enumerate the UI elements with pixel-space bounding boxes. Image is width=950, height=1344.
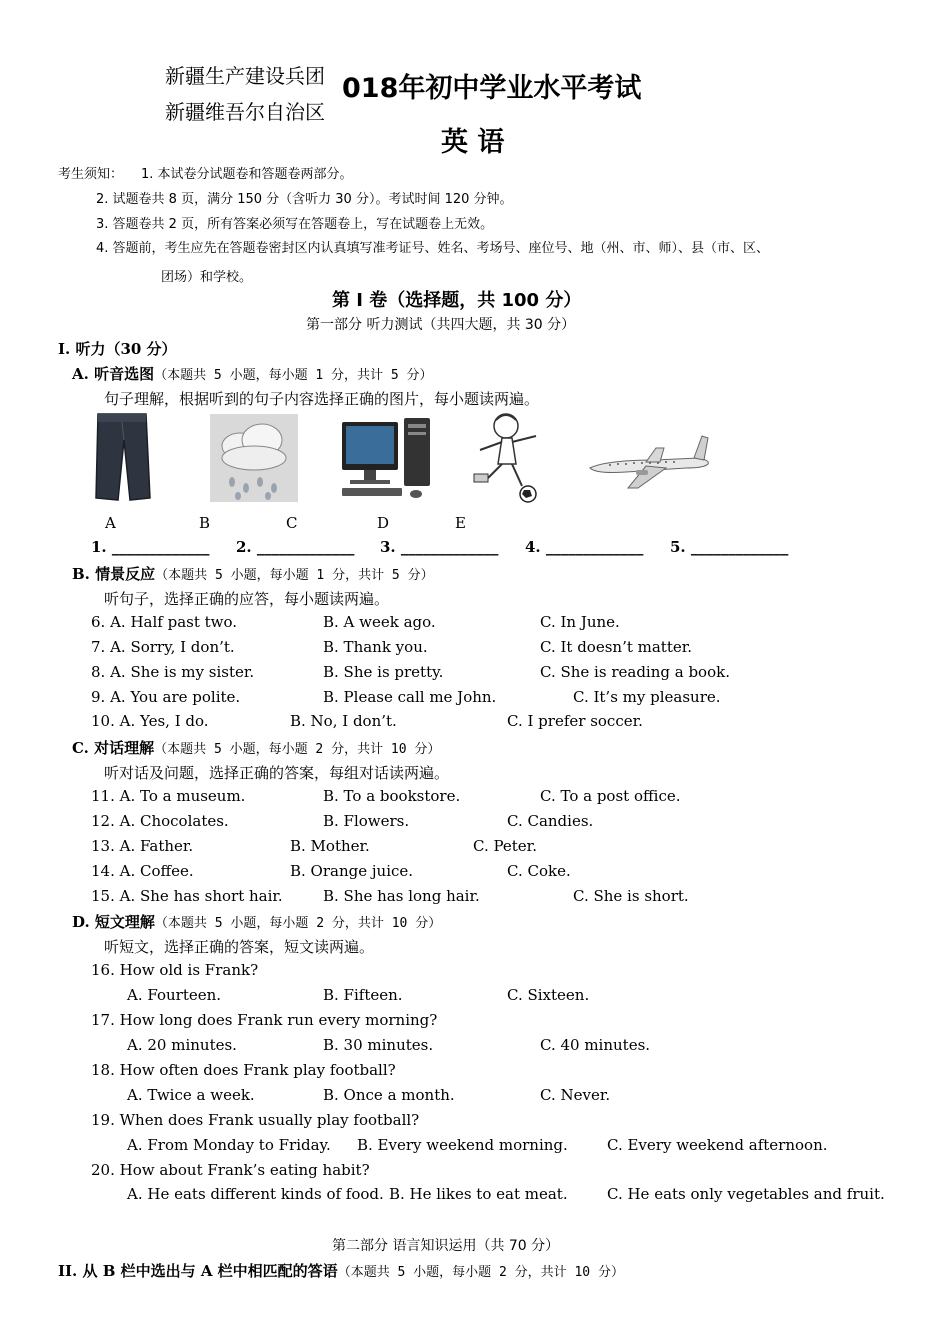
subsection-b-title: B. 情景反应 <box>72 565 156 583</box>
answer-blank-4: 4. _____________ <box>525 538 644 556</box>
option-text: C. Never. <box>540 1086 611 1104</box>
picture-label-d: D <box>377 514 390 532</box>
option-text: 10. A. Yes, I do. <box>91 712 209 730</box>
option-text: C. In June. <box>540 613 620 631</box>
option-text: C. Sixteen. <box>507 986 590 1004</box>
option-text: B. To a bookstore. <box>323 787 461 805</box>
option-text: B. Mother. <box>290 837 370 855</box>
option-text: C. Every weekend afternoon. <box>607 1136 828 1154</box>
option-text: A. 20 minutes. <box>127 1036 237 1054</box>
section-2-title: II. 从 B 栏中选出与 A 栏中相匹配的答语 <box>58 1262 338 1280</box>
computer-picture <box>336 414 440 504</box>
subsection-c-title: C. 对话理解 <box>72 739 155 757</box>
answer-blank-5: 5. _____________ <box>670 538 789 556</box>
option-text: C. 40 minutes. <box>540 1036 651 1054</box>
option-text: B. A week ago. <box>323 613 436 631</box>
subsection-d-title: D. 短文理解 <box>72 913 155 931</box>
subsection-c-instruction: 听对话及问题，选择正确的答案，每组对话读两遍。 <box>104 764 450 782</box>
subsection-a-instruction: 句子理解，根据听到的句子内容选择正确的图片，每小题读两遍。 <box>104 390 540 408</box>
option-text: B. Every weekend morning. <box>357 1136 568 1154</box>
option-text: A. Twice a week. <box>127 1086 255 1104</box>
option-text: 7. A. Sorry, I don’t. <box>91 638 235 656</box>
question-text: 19. When does Frank usually play football? <box>91 1111 420 1129</box>
option-text: 9. A. You are polite. <box>91 688 241 706</box>
option-text: C. To a post office. <box>540 787 681 805</box>
option-text: A. He eats different kinds of food. <box>127 1185 384 1203</box>
question-text: 17. How long does Frank run every morning? <box>91 1011 438 1029</box>
picture-label-c: C <box>286 514 298 532</box>
option-text: C. Candies. <box>507 812 594 830</box>
notice-item-3: 3. 答题卷共 2 页，所有答案必须写在答题卷上，写在试题卷上无效。 <box>96 217 494 232</box>
option-text: B. Flowers. <box>323 812 410 830</box>
option-text: 15. A. She has short hair. <box>91 887 283 905</box>
section-1-title: I. 听力（30 分） <box>58 340 177 358</box>
subsection-d-heading <box>72 911 441 932</box>
option-text: B. Once a month. <box>323 1086 455 1104</box>
subsection-a-title: A. 听音选图 <box>72 365 155 383</box>
section-2-heading <box>58 1260 624 1281</box>
option-text: C. I prefer soccer. <box>507 712 643 730</box>
option-text: C. She is reading a book. <box>540 663 730 681</box>
option-text: B. Orange juice. <box>290 862 414 880</box>
option-text: C. Peter. <box>473 837 537 855</box>
volume-1-title: 第 Ⅰ 卷（选择题，共 100 分） <box>332 290 582 311</box>
notice-item-2: 2. 试题卷共 8 页，满分 150 分（含听力 30 分）。考试时间 120 分钟。 <box>96 192 513 207</box>
option-text: 14. A. Coffee. <box>91 862 194 880</box>
notice-item-4: 4. 答题前，考生应先在答题卷密封区内认真填写准考证号、姓名、考场号、座位号、地（州、市、师）、县（市、区、 <box>96 241 770 256</box>
option-text: B. She is pretty. <box>323 663 444 681</box>
section-2-note: （本题共 5 小题，每小题 2 分，共计 10 分） <box>337 1265 624 1280</box>
part-1-title: 第一部分 听力测试（共四大题，共 30 分） <box>306 317 576 333</box>
option-text: C. Coke. <box>507 862 571 880</box>
subsection-b-heading <box>72 563 434 584</box>
subsection-a-note: （本题共 5 小题，每小题 1 分，共计 5 分） <box>154 368 433 383</box>
region-line-1: 新疆生产建设兵团 <box>165 64 325 88</box>
option-text: C. It’s my pleasure. <box>573 688 721 706</box>
option-text: 12. A. Chocolates. <box>91 812 229 830</box>
subsection-d-note: （本题共 5 小题，每小题 2 分，共计 10 分） <box>154 916 442 931</box>
option-text: 13. A. Father. <box>91 837 194 855</box>
option-text: B. Please call me John. <box>323 688 497 706</box>
answer-blank-1: 1. _____________ <box>91 538 210 556</box>
question-text: 18. How often does Frank play football? <box>91 1061 396 1079</box>
picture-label-e: E <box>455 514 466 532</box>
rain-cloud-picture <box>210 414 298 502</box>
option-text: 11. A. To a museum. <box>91 787 246 805</box>
picture-label-a: A <box>105 514 116 532</box>
picture-label-b: B <box>199 514 211 532</box>
notice-item-5: 团场）和学校。 <box>161 270 253 285</box>
subsection-a-heading <box>72 363 433 384</box>
subsection-b-instruction: 听句子，选择正确的应答，每小题读两遍。 <box>104 590 390 608</box>
notice-item-1: 1. 本试卷分试题卷和答题卷两部分。 <box>141 167 353 182</box>
exam-title: 018年初中学业水平考试 <box>342 73 642 104</box>
option-text: B. He likes to eat meat. <box>389 1185 568 1203</box>
airplane-picture <box>586 430 714 492</box>
question-text: 16. How old is Frank? <box>91 961 259 979</box>
option-text: B. No, I don’t. <box>290 712 397 730</box>
subject-title: 英 语 <box>441 127 505 158</box>
option-text: B. 30 minutes. <box>323 1036 434 1054</box>
option-text: 6. A. Half past two. <box>91 613 238 631</box>
notice-label: 考生须知： <box>58 167 124 182</box>
option-text: A. Fourteen. <box>127 986 222 1004</box>
subsection-c-note: （本题共 5 小题，每小题 2 分，共计 10 分） <box>154 742 441 757</box>
boy-kicking-ball-picture <box>466 408 552 504</box>
pants-picture <box>84 410 162 502</box>
region-line-2: 新疆维吾尔自治区 <box>165 100 325 124</box>
subsection-d-instruction: 听短文，选择正确的答案，短文读两遍。 <box>104 938 375 956</box>
option-text: B. Fifteen. <box>323 986 403 1004</box>
question-text: 20. How about Frank’s eating habit? <box>91 1161 370 1179</box>
option-text: C. He eats only vegetables and fruit. <box>607 1185 885 1203</box>
option-text: B. Thank you. <box>323 638 428 656</box>
option-text: A. From Monday to Friday. <box>127 1136 331 1154</box>
option-text: C. It doesn’t matter. <box>540 638 693 656</box>
option-text: C. She is short. <box>573 887 689 905</box>
part-2-title: 第二部分 语言知识运用（共 70 分） <box>332 1238 560 1254</box>
option-text: B. She has long hair. <box>323 887 480 905</box>
option-text: 8. A. She is my sister. <box>91 663 255 681</box>
answer-blank-2: 2. _____________ <box>236 538 355 556</box>
subsection-c-heading <box>72 737 440 758</box>
answer-blank-3: 3. _____________ <box>380 538 499 556</box>
subsection-b-note: （本题共 5 小题，每小题 1 分，共计 5 分） <box>155 568 434 583</box>
